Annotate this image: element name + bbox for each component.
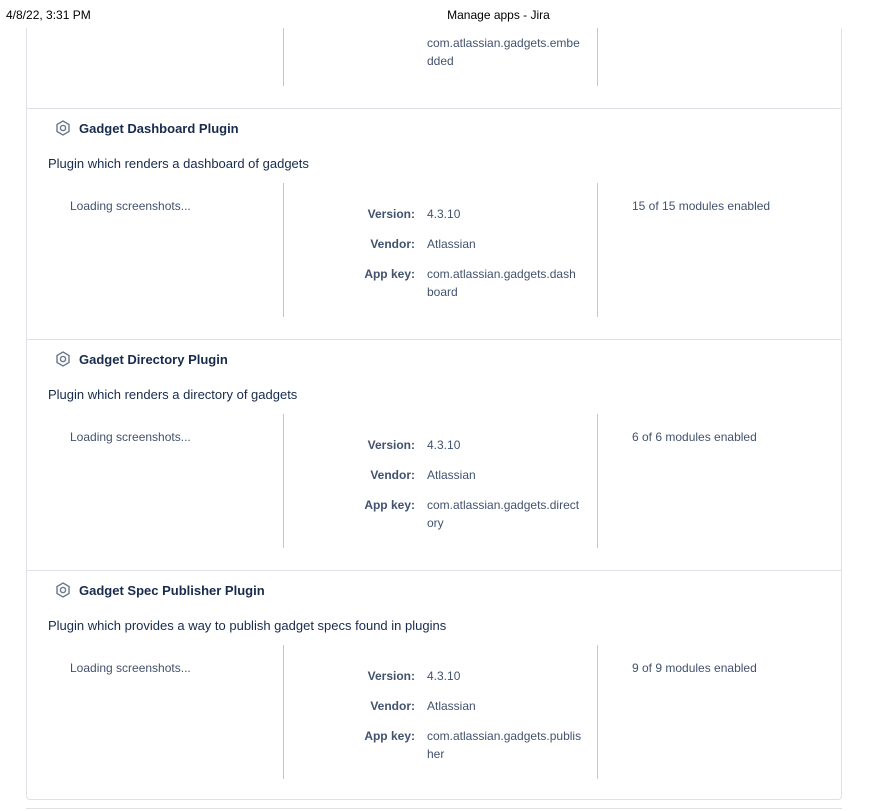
previous-app-key-value: com.atlassian.gadgets.embedded [427, 36, 580, 68]
column-divider [283, 645, 284, 779]
vendor-label: Vendor: [370, 237, 415, 251]
column-divider [283, 183, 284, 317]
print-title: Manage apps - Jira [447, 8, 550, 22]
version-value: 4.3.10 [427, 438, 461, 452]
plugin-name: Gadget Spec Publisher Plugin [79, 582, 265, 598]
vendor-label: Vendor: [370, 468, 415, 482]
version-value: 4.3.10 [427, 207, 461, 221]
plugin-name: Gadget Dashboard Plugin [79, 120, 239, 136]
vendor-value: Atlassian [427, 468, 476, 482]
screenshots-loading: Loading screenshots... [70, 661, 191, 675]
column-divider [597, 183, 598, 317]
vendor-value: Atlassian [427, 699, 476, 713]
plugin-name: Gadget Directory Plugin [79, 351, 228, 367]
app-key-value: com.atlassian.gadgets.directory [427, 498, 580, 530]
screenshots-loading: Loading screenshots... [70, 199, 191, 213]
version-label: Version: [367, 438, 415, 452]
screenshots-loading: Loading screenshots... [70, 430, 191, 444]
plugin-separator [27, 570, 841, 571]
plugin-list-panel [26, 28, 842, 800]
vendor-label: Vendor: [370, 699, 415, 713]
column-divider [283, 414, 284, 548]
app-key-label: App key: [364, 498, 415, 512]
column-divider [597, 414, 598, 548]
print-date: 4/8/22, 3:31 PM [6, 8, 91, 22]
plugin-separator [27, 339, 841, 340]
plugin-separator [27, 108, 841, 109]
version-label: Version: [367, 207, 415, 221]
plugin-description: Plugin which provides a way to publish gadget specs found in plugins [48, 618, 447, 633]
version-label: Version: [367, 669, 415, 683]
column-divider [597, 28, 598, 86]
modules-enabled[interactable]: 15 of 15 modules enabled [632, 199, 771, 213]
column-divider [283, 28, 284, 86]
app-key-value: com.atlassian.gadgets.dashboard [427, 267, 576, 299]
app-key-value: com.atlassian.gadgets.publisher [427, 729, 582, 761]
modules-enabled[interactable]: 9 of 9 modules enabled [632, 661, 757, 675]
plugin-icon [55, 582, 71, 598]
plugin-description: Plugin which renders a dashboard of gadgets [48, 156, 309, 171]
plugin-icon [55, 351, 71, 367]
plugin-row-directory[interactable] [55, 351, 228, 367]
modules-enabled[interactable]: 6 of 6 modules enabled [632, 430, 757, 444]
app-key-label: App key: [364, 729, 415, 743]
plugin-row-dashboard[interactable] [55, 120, 239, 136]
print-header [0, 0, 877, 28]
plugin-icon [55, 120, 71, 136]
next-panel-border [26, 808, 842, 809]
column-divider [597, 645, 598, 779]
version-value: 4.3.10 [427, 669, 461, 683]
vendor-value: Atlassian [427, 237, 476, 251]
app-key-label: App key: [364, 267, 415, 281]
plugin-row-spec-publisher[interactable] [55, 582, 265, 598]
plugin-description: Plugin which renders a directory of gadgets [48, 387, 298, 402]
